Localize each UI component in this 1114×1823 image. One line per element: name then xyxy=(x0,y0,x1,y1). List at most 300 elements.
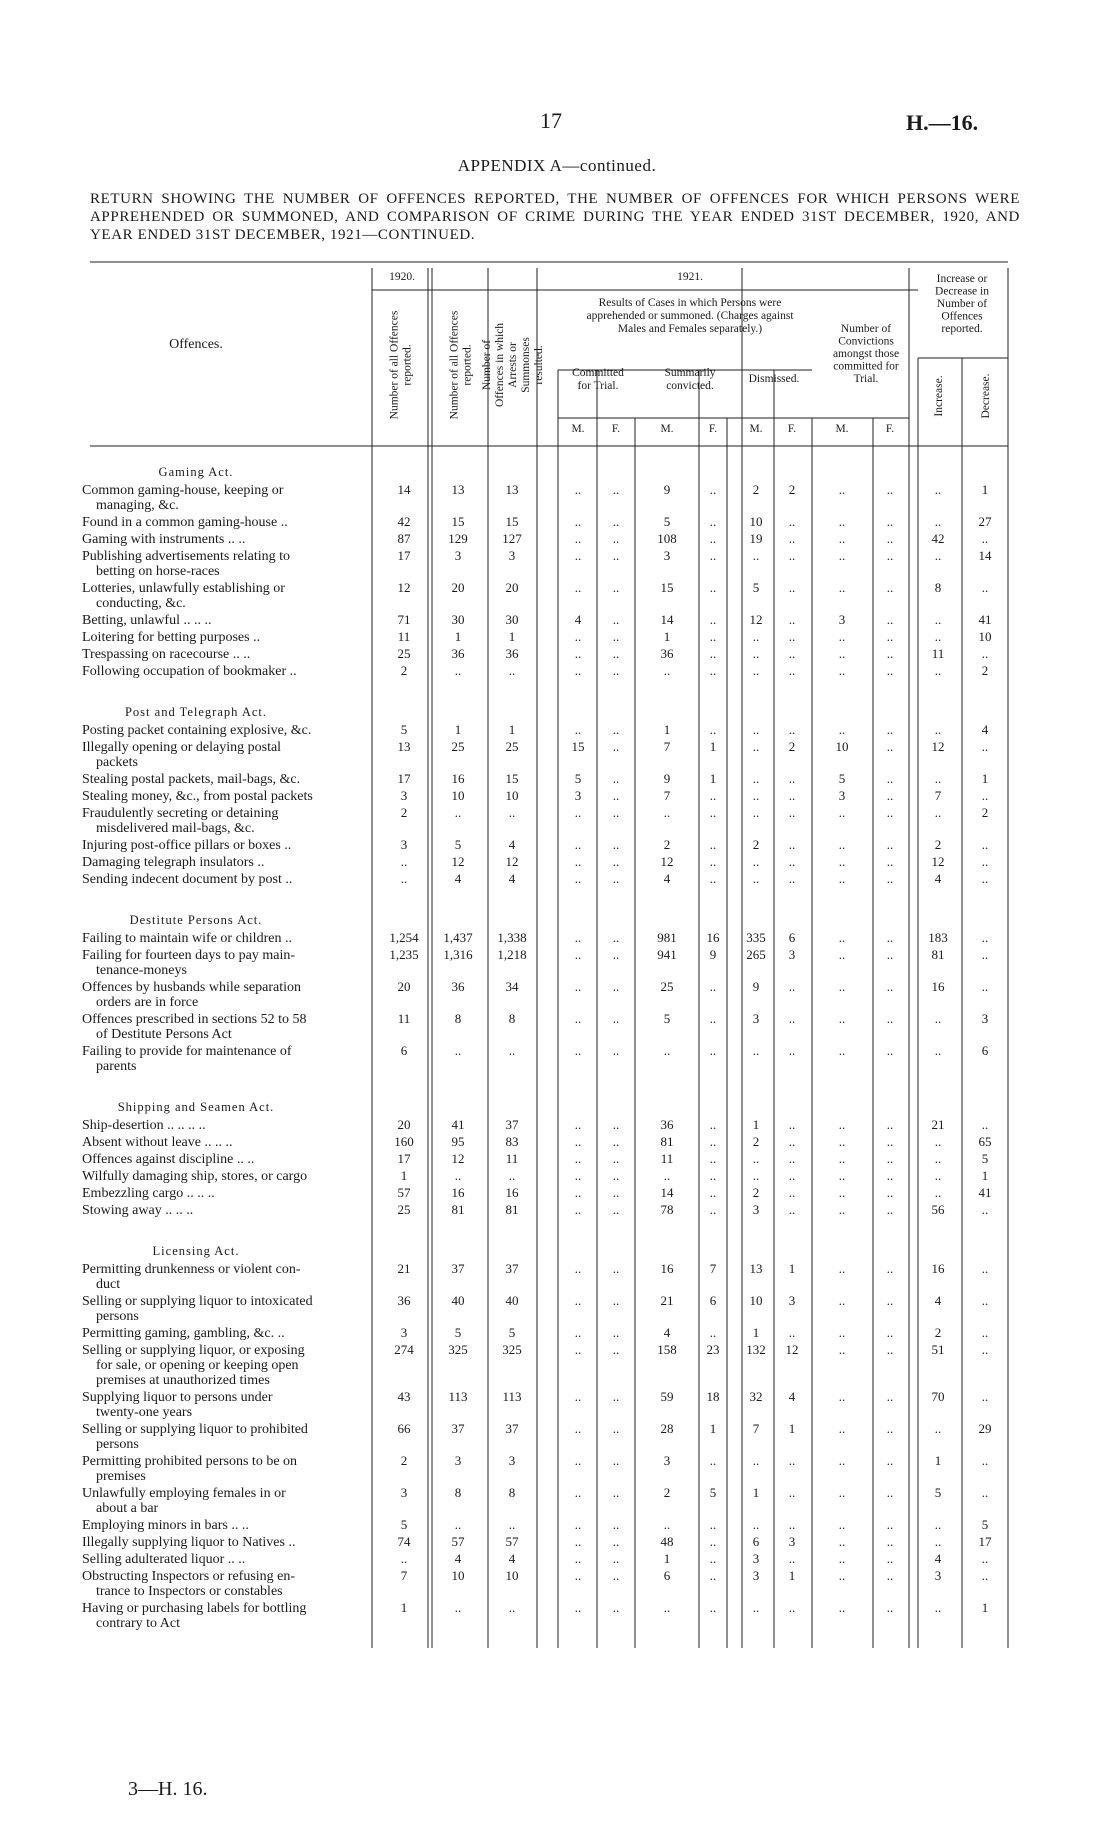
cell-value: .. xyxy=(752,1453,760,1468)
cell-value: .. xyxy=(574,1485,582,1500)
cell-value: .. xyxy=(886,629,894,644)
cell-value: 5 xyxy=(454,1325,462,1340)
cell-value: 3 xyxy=(788,1534,796,1549)
header-reported-1920 xyxy=(389,310,414,419)
header-convictions-f: F. xyxy=(885,423,895,435)
cell-value: .. xyxy=(454,1517,462,1532)
cell-value: 3 xyxy=(981,1011,989,1026)
cell-value: .. xyxy=(709,1151,717,1166)
cell-value: .. xyxy=(838,805,846,820)
cell-value: .. xyxy=(574,1168,582,1183)
cell-value: .. xyxy=(612,947,620,962)
cell-value: .. xyxy=(838,979,846,994)
offence-label: Illegally supplying liquor to Natives .. xyxy=(82,1535,296,1550)
cell-value: .. xyxy=(752,871,760,886)
cell-value: .. xyxy=(838,1202,846,1217)
cell-value: 2 xyxy=(788,739,796,754)
cell-value: 108 xyxy=(657,531,677,546)
cell-value: 70 xyxy=(931,1389,945,1404)
cell-value: 3 xyxy=(400,837,408,852)
cell-value: .. xyxy=(886,1389,894,1404)
cell-value: .. xyxy=(612,1043,620,1058)
cell-value: 1 xyxy=(981,1168,989,1183)
cell-value: .. xyxy=(574,629,582,644)
header-reported-1921 xyxy=(449,310,474,419)
cell-value: .. xyxy=(709,663,717,678)
cell-value: 66 xyxy=(397,1421,411,1436)
table-row xyxy=(82,1389,988,1420)
cell-value: 3 xyxy=(838,788,846,803)
table-row xyxy=(82,1043,989,1074)
cell-value: .. xyxy=(752,805,760,820)
cell-value: .. xyxy=(981,947,989,962)
table-row xyxy=(82,1168,988,1184)
cell-value: .. xyxy=(886,1551,894,1566)
cell-value: .. xyxy=(612,1011,620,1026)
cell-value: 19 xyxy=(749,531,763,546)
cell-value: 3 xyxy=(454,1453,462,1468)
cell-value: 32 xyxy=(749,1389,763,1404)
cell-value: 11 xyxy=(505,1151,519,1166)
cell-value: .. xyxy=(934,1168,942,1183)
cell-value: 14 xyxy=(660,612,674,627)
cell-value: 11 xyxy=(397,629,411,644)
cell-value: .. xyxy=(934,1043,942,1058)
cell-value: 40 xyxy=(505,1293,519,1308)
cell-value: .. xyxy=(981,979,989,994)
cell-value: 1 xyxy=(454,722,462,737)
cell-value: 2 xyxy=(981,663,989,678)
cell-value: 7 xyxy=(934,788,942,803)
cell-value: .. xyxy=(934,629,942,644)
cell-value: .. xyxy=(886,739,894,754)
cell-value: .. xyxy=(709,979,717,994)
table-row xyxy=(82,805,988,836)
table-row xyxy=(82,788,988,804)
cell-value: .. xyxy=(612,1421,620,1436)
cell-value: .. xyxy=(400,1551,408,1566)
cell-value: .. xyxy=(574,1043,582,1058)
cell-value: .. xyxy=(663,663,671,678)
cell-value: .. xyxy=(574,805,582,820)
cell-value: .. xyxy=(612,1151,620,1166)
cell-value: 25 xyxy=(451,739,465,754)
cell-value: .. xyxy=(574,1134,582,1149)
cell-value: .. xyxy=(612,930,620,945)
cell-value: 1 xyxy=(663,722,671,737)
cell-value: .. xyxy=(788,629,796,644)
offence-label: Stealing postal packets, mail-bags, &c. xyxy=(82,772,301,787)
cell-value: 183 xyxy=(928,930,948,945)
cell-value: .. xyxy=(886,646,894,661)
cell-value: .. xyxy=(612,612,620,627)
cell-value: .. xyxy=(752,548,760,563)
cell-value: .. xyxy=(454,1043,462,1058)
offence-label: Offences by husbands while separation xyxy=(82,980,302,995)
cell-value: 65 xyxy=(978,1134,992,1149)
offence-label: of Destitute Persons Act xyxy=(96,1027,232,1042)
offence-label: Ship-desertion .. .. .. .. xyxy=(82,1118,206,1133)
cell-value: .. xyxy=(709,837,717,852)
cell-value: .. xyxy=(788,788,796,803)
cell-value: .. xyxy=(981,1342,989,1357)
cell-value: 41 xyxy=(978,1185,992,1200)
cell-value: 81 xyxy=(505,1202,519,1217)
cell-value: 16 xyxy=(505,1185,519,1200)
cell-value: .. xyxy=(788,722,796,737)
cell-value: .. xyxy=(838,1185,846,1200)
section-title: Shipping and Seamen Act. xyxy=(117,1100,275,1114)
cell-value: 41 xyxy=(451,1117,465,1132)
cell-value: .. xyxy=(886,1293,894,1308)
cell-value: 5 xyxy=(454,837,462,852)
cell-value: 3 xyxy=(508,548,516,563)
cell-value: 3 xyxy=(788,947,796,962)
cell-value: 37 xyxy=(451,1261,465,1276)
table-row xyxy=(82,930,988,946)
cell-value: .. xyxy=(886,1117,894,1132)
cell-value: .. xyxy=(752,1043,760,1058)
cell-value: 36 xyxy=(451,979,465,994)
cell-value: 81 xyxy=(451,1202,465,1217)
cell-value: .. xyxy=(886,947,894,962)
svg-text:reported.: reported. xyxy=(461,344,474,386)
cell-value: .. xyxy=(981,1117,989,1132)
offence-label: Stealing money, &c., from postal packets xyxy=(82,789,313,804)
cell-value: .. xyxy=(788,1485,796,1500)
cell-value: .. xyxy=(574,514,582,529)
cell-value: 2 xyxy=(663,1485,671,1500)
cell-value: 10 xyxy=(978,629,992,644)
cell-value: .. xyxy=(454,1168,462,1183)
cell-value: .. xyxy=(886,722,894,737)
cell-value: 15 xyxy=(571,739,585,754)
offence-label: Found in a common gaming-house .. xyxy=(82,515,288,530)
cell-value: 5 xyxy=(981,1517,989,1532)
header-decrease xyxy=(980,373,992,418)
cell-value: 20 xyxy=(451,580,465,595)
cell-value: 5 xyxy=(709,1485,717,1500)
cell-value: .. xyxy=(886,1202,894,1217)
cell-value: 3 xyxy=(752,1011,760,1026)
cell-value: 274 xyxy=(394,1342,414,1357)
cell-value: 5 xyxy=(934,1485,942,1500)
cell-value: .. xyxy=(508,1168,516,1183)
cell-value: .. xyxy=(788,1168,796,1183)
cell-value: 3 xyxy=(663,548,671,563)
cell-value: .. xyxy=(574,837,582,852)
table-row xyxy=(82,1202,988,1218)
cell-value: .. xyxy=(788,1134,796,1149)
offence-label: Selling or supplying liquor, or exposing xyxy=(82,1343,305,1358)
header-dismissed-f: F. xyxy=(787,423,797,435)
cell-value: .. xyxy=(709,646,717,661)
cell-value: 7 xyxy=(663,739,671,754)
cell-value: .. xyxy=(574,1568,582,1583)
cell-value: .. xyxy=(886,1261,894,1276)
offence-label: Permitting drunkenness or violent con- xyxy=(82,1262,301,1277)
offence-label: Wilfully damaging ship, stores, or cargo xyxy=(82,1169,308,1184)
cell-value: 1 xyxy=(709,771,717,786)
cell-value: .. xyxy=(934,722,942,737)
cell-value: 113 xyxy=(448,1389,468,1404)
cell-value: .. xyxy=(612,1134,620,1149)
offence-label: Unlawfully employing females in or xyxy=(82,1486,286,1501)
cell-value: 129 xyxy=(448,531,468,546)
cell-value: .. xyxy=(709,1117,717,1132)
cell-value: .. xyxy=(981,1485,989,1500)
cell-value: 3 xyxy=(752,1568,760,1583)
cell-value: 158 xyxy=(657,1342,677,1357)
cell-value: .. xyxy=(838,580,846,595)
svg-text:resulted.: resulted. xyxy=(533,345,545,385)
cell-value: .. xyxy=(574,531,582,546)
cell-value: .. xyxy=(454,663,462,678)
table-row xyxy=(82,1151,988,1167)
table-row xyxy=(82,1325,988,1341)
cell-value: .. xyxy=(838,1293,846,1308)
cell-value: .. xyxy=(788,1043,796,1058)
cell-value: 20 xyxy=(397,979,411,994)
cell-value: 30 xyxy=(451,612,465,627)
cell-value: 10 xyxy=(505,1568,519,1583)
cell-value: 25 xyxy=(397,1202,411,1217)
cell-value: .. xyxy=(788,1202,796,1217)
cell-value: .. xyxy=(612,722,620,737)
cell-value: .. xyxy=(886,1453,894,1468)
cell-value: 3 xyxy=(508,1453,516,1468)
appendix-title: APPENDIX A—continued. xyxy=(457,156,657,175)
cell-value: .. xyxy=(709,1453,717,1468)
cell-value: 2 xyxy=(934,1325,942,1340)
cell-value: .. xyxy=(574,854,582,869)
cell-value: .. xyxy=(752,663,760,678)
svg-text:Decrease.: Decrease. xyxy=(980,373,992,419)
cell-value: 7 xyxy=(400,1568,408,1583)
table-row xyxy=(82,771,988,787)
cell-value: .. xyxy=(612,1517,620,1532)
cell-value: .. xyxy=(838,514,846,529)
cell-value: 4 xyxy=(508,871,516,886)
header-year-1920: 1920. xyxy=(389,271,415,283)
cell-value: 15 xyxy=(505,771,519,786)
cell-value: .. xyxy=(838,482,846,497)
offence-label: Permitting gaming, gambling, &c. .. xyxy=(82,1326,285,1341)
cell-value: .. xyxy=(709,1011,717,1026)
cell-value: .. xyxy=(886,1600,894,1615)
cell-value: 10 xyxy=(451,1568,465,1583)
cell-value: 59 xyxy=(660,1389,674,1404)
cell-value: .. xyxy=(788,646,796,661)
cell-value: .. xyxy=(838,837,846,852)
cell-value: .. xyxy=(981,580,989,595)
section-title: Licensing Act. xyxy=(152,1244,240,1258)
cell-value: .. xyxy=(574,1202,582,1217)
cell-value: 7 xyxy=(663,788,671,803)
cell-value: 7 xyxy=(752,1421,760,1436)
header-dismissed-m: M. xyxy=(749,423,763,435)
cell-value: .. xyxy=(752,646,760,661)
cell-value: .. xyxy=(981,1453,989,1468)
cell-value: 8 xyxy=(454,1011,462,1026)
cell-value: .. xyxy=(934,805,942,820)
cell-value: 4 xyxy=(574,612,582,627)
section-title: Gaming Act. xyxy=(158,465,234,479)
cell-value: .. xyxy=(709,1202,717,1217)
cell-value: 81 xyxy=(931,947,945,962)
cell-value: .. xyxy=(574,1600,582,1615)
cell-value: 15 xyxy=(505,514,519,529)
cell-value: 11 xyxy=(931,646,945,661)
offence-label: Selling adulterated liquor .. .. xyxy=(82,1552,246,1567)
cell-value: 10 xyxy=(835,739,849,754)
cell-value: .. xyxy=(838,1043,846,1058)
cell-value: 20 xyxy=(505,580,519,595)
cell-value: .. xyxy=(788,514,796,529)
cell-value: .. xyxy=(574,1325,582,1340)
offence-label: premises xyxy=(96,1469,146,1484)
header-convictions-m: M. xyxy=(835,423,849,435)
cell-value: 16 xyxy=(660,1261,674,1276)
cell-value: .. xyxy=(612,548,620,563)
cell-value: .. xyxy=(709,805,717,820)
cell-value: 12 xyxy=(397,580,411,595)
offence-label: Betting, unlawful .. .. .. xyxy=(82,613,212,628)
header-incdec: Increase or Decrease in Number of Offences reported. xyxy=(935,273,989,335)
cell-value: .. xyxy=(709,1568,717,1583)
cell-value: 2 xyxy=(752,1185,760,1200)
table-row xyxy=(82,947,988,978)
cell-value: .. xyxy=(574,1421,582,1436)
cell-value: 1 xyxy=(663,1551,671,1566)
table-row xyxy=(82,1568,988,1599)
cell-value: 10 xyxy=(749,514,763,529)
cell-value: .. xyxy=(838,722,846,737)
header-wrapped-text xyxy=(389,273,993,419)
cell-value: 10 xyxy=(749,1293,763,1308)
cell-value: .. xyxy=(709,612,717,627)
cell-value: 1 xyxy=(454,629,462,644)
cell-value: 4 xyxy=(454,871,462,886)
cell-value: 4 xyxy=(454,1551,462,1566)
cell-value: 57 xyxy=(505,1534,519,1549)
cell-value: .. xyxy=(788,1551,796,1566)
cell-value: 37 xyxy=(505,1261,519,1276)
cell-value: .. xyxy=(574,1151,582,1166)
cell-value: .. xyxy=(886,1151,894,1166)
cell-value: .. xyxy=(886,1485,894,1500)
cell-value: 57 xyxy=(451,1534,465,1549)
offence-label: misdelivered mail-bags, &c. xyxy=(96,821,255,836)
cell-value: .. xyxy=(788,1011,796,1026)
cell-value: .. xyxy=(709,629,717,644)
cell-value: .. xyxy=(574,580,582,595)
cell-value: 12 xyxy=(785,1342,799,1357)
cell-value: 57 xyxy=(397,1185,411,1200)
cell-value: 2 xyxy=(400,805,408,820)
cell-value: .. xyxy=(788,612,796,627)
cell-value: .. xyxy=(788,871,796,886)
cell-value: .. xyxy=(788,805,796,820)
cell-value: .. xyxy=(612,837,620,852)
cell-value: 30 xyxy=(505,612,519,627)
cell-value: .. xyxy=(612,1342,620,1357)
cell-value: 1,235 xyxy=(389,947,419,962)
cell-value: .. xyxy=(981,646,989,661)
cell-value: 10 xyxy=(505,788,519,803)
cell-value: 2 xyxy=(981,805,989,820)
cell-value: .. xyxy=(574,548,582,563)
cell-value: .. xyxy=(752,1517,760,1532)
table-row xyxy=(82,1342,988,1388)
header-arrests xyxy=(481,323,545,407)
cell-value: .. xyxy=(886,548,894,563)
cell-value: 9 xyxy=(709,947,717,962)
svg-text:Offences in which: Offences in which xyxy=(494,322,506,408)
cell-value: 981 xyxy=(657,930,677,945)
cell-value: .. xyxy=(574,1185,582,1200)
cell-value: .. xyxy=(838,1453,846,1468)
cell-value: 28 xyxy=(660,1421,674,1436)
cell-value: .. xyxy=(612,1600,620,1615)
cell-value: .. xyxy=(981,1202,989,1217)
cell-value: .. xyxy=(886,837,894,852)
cell-value: .. xyxy=(886,854,894,869)
header-summarily-f: F. xyxy=(708,423,718,435)
offence-label: conducting, &c. xyxy=(96,596,186,611)
offence-label: contrary to Act xyxy=(96,1616,180,1631)
cell-value: 4 xyxy=(508,1551,516,1566)
cell-value: .. xyxy=(838,1151,846,1166)
offence-label: Failing for fourteen days to pay main- xyxy=(82,948,296,963)
cell-value: 14 xyxy=(978,548,992,563)
cell-value: .. xyxy=(709,1534,717,1549)
cell-value: .. xyxy=(838,1117,846,1132)
offence-label: betting on horse-races xyxy=(96,564,220,579)
cell-value: .. xyxy=(709,1043,717,1058)
cell-value: .. xyxy=(709,531,717,546)
cell-value: .. xyxy=(934,1534,942,1549)
cell-value: 17 xyxy=(397,771,411,786)
offence-label: Trespassing on racecourse .. .. xyxy=(82,647,251,662)
cell-value: .. xyxy=(934,1151,942,1166)
cell-value: .. xyxy=(508,663,516,678)
cell-value: 5 xyxy=(663,514,671,529)
cell-value: 8 xyxy=(454,1485,462,1500)
cell-value: .. xyxy=(788,854,796,869)
cell-value: .. xyxy=(838,1534,846,1549)
offence-label: Stowing away .. .. .. xyxy=(82,1203,194,1218)
cell-value: .. xyxy=(709,1185,717,1200)
cell-value: 12 xyxy=(931,739,945,754)
cell-value: .. xyxy=(612,1185,620,1200)
cell-value: 25 xyxy=(397,646,411,661)
cell-value: .. xyxy=(886,514,894,529)
offence-label: Publishing advertisements relating to xyxy=(82,549,291,564)
cell-value: .. xyxy=(574,1551,582,1566)
cell-value: .. xyxy=(788,1117,796,1132)
cell-value: .. xyxy=(752,629,760,644)
cell-value: .. xyxy=(752,1151,760,1166)
cell-value: .. xyxy=(663,1168,671,1183)
cell-value: .. xyxy=(709,1600,717,1615)
cell-value: 16 xyxy=(931,1261,945,1276)
table-row xyxy=(82,1485,988,1516)
svg-text:Increase.: Increase. xyxy=(933,375,945,417)
cell-value: .. xyxy=(788,531,796,546)
table-row xyxy=(82,739,988,770)
cell-value: .. xyxy=(981,1551,989,1566)
